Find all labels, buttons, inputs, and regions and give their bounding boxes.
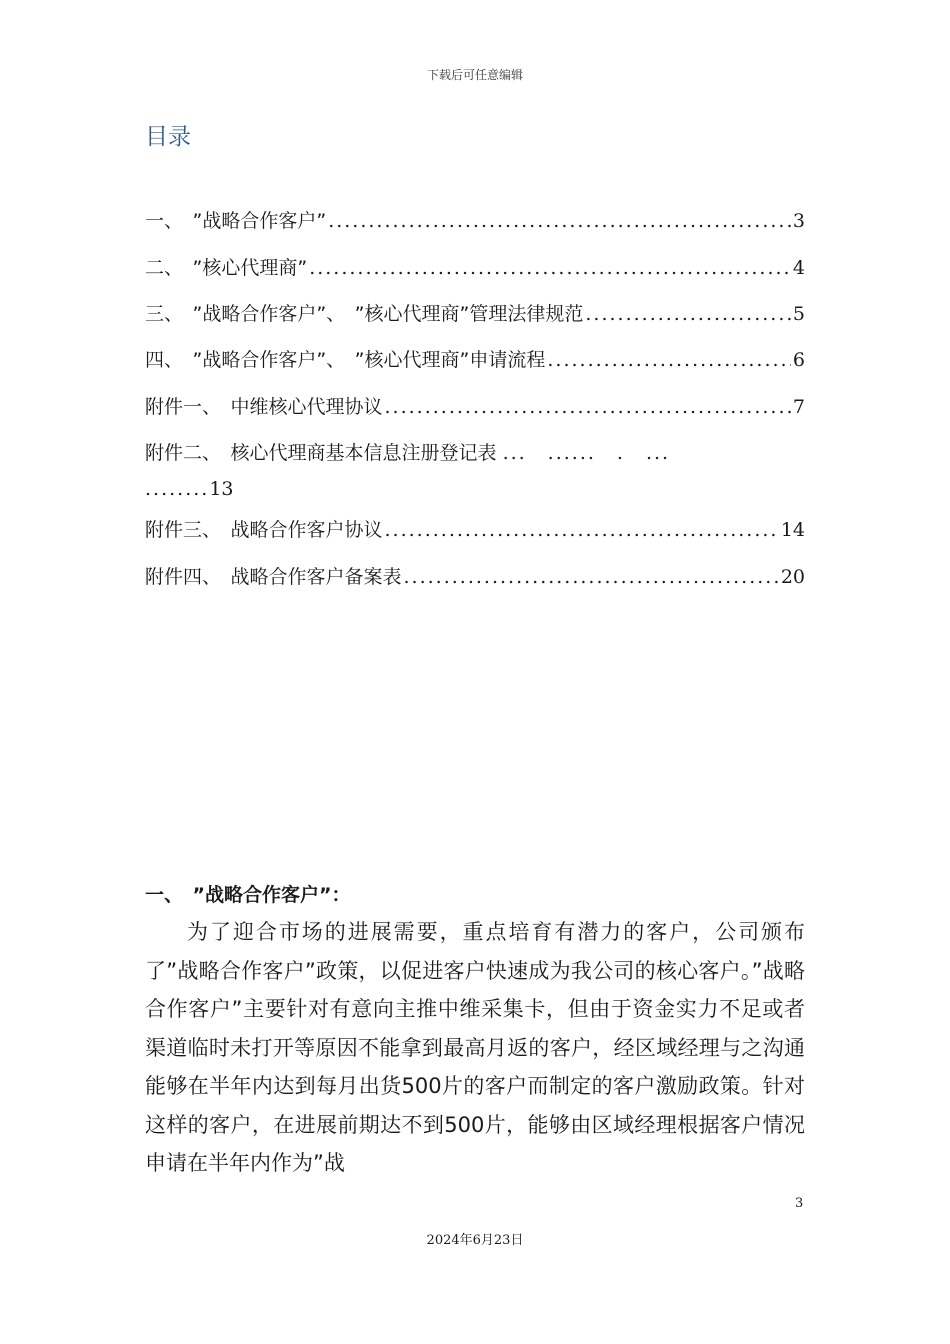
toc-entry[interactable]	[145, 392, 805, 419]
toc-entry-text: 附件二、 核心代理商基本信息注册登记表	[145, 442, 497, 464]
section-heading: 一、 ”战略合作客户”：	[145, 884, 351, 906]
toc-entry-text: 一、 ”战略合作客户”	[145, 210, 327, 232]
toc-entry[interactable]	[145, 345, 805, 372]
toc-entry-text: 附件三、 战略合作客户协议	[145, 519, 383, 541]
toc-leader-dots: ... ...... . ...	[502, 442, 671, 464]
toc-leader-dots	[309, 257, 791, 279]
toc-entry-text: 附件四、 战略合作客户备案表	[145, 566, 402, 588]
footer-date: 2024年6月23日	[426, 1233, 524, 1248]
toc-entry[interactable]	[145, 515, 805, 542]
toc-entry-page: 20	[780, 566, 805, 588]
toc-entry-text: 附件一、 中维核心代理协议	[145, 396, 383, 418]
toc-entry-page: 7	[792, 396, 805, 418]
toc-entry-page: 13	[209, 478, 234, 500]
toc-entry[interactable]	[145, 253, 805, 280]
toc-entry-wrapped-continuation[interactable]	[145, 478, 234, 500]
toc-entry-wrapped[interactable]	[145, 438, 805, 465]
page-number: 3	[795, 1196, 804, 1211]
toc-leader-dots	[385, 519, 779, 541]
toc-entry-page: 3	[792, 210, 805, 232]
toc-entry-text: 二、 ”核心代理商”	[145, 257, 308, 279]
toc-leader-dots: ........	[145, 478, 210, 500]
toc-entry[interactable]	[145, 562, 805, 589]
toc-entry-page: 4	[792, 257, 805, 279]
toc-entry-page: 6	[792, 349, 805, 371]
toc-entry[interactable]	[145, 299, 805, 326]
body-paragraph: 为了迎合市场的进展需要，重点培育有潜力的客户，公司颁布了”战略合作客户”政策，以促进客户快速成为我公司的核心客户。”战略合作客户”主要针对有意向主推中维采集卡，但由于资金实力不足或者渠道临时未打开等原因不能拿到最高月返的客户，经区域经理与之沟通能够在半年内达到每月出货500片的客户而制定的客户激励政策。针对这样的客户，在进展前期达不到500片，能够由区域经理根据客户情况申请在半年内作为”战	[145, 920, 805, 1175]
toc-leader-dots	[585, 303, 791, 325]
toc-entry-text: 四、 ”战略合作客户”、 ”核心代理商”申请流程	[145, 349, 546, 371]
toc-entry-text: 三、 ”战略合作客户”、 ”核心代理商”管理法律规范	[145, 303, 584, 325]
toc-entry[interactable]	[145, 206, 805, 233]
toc-leader-dots	[547, 349, 791, 371]
toc-title: 目录	[145, 124, 191, 150]
toc-leader-dots	[385, 396, 791, 418]
toc-leader-dots	[404, 566, 779, 588]
toc-entry-page: 14	[780, 519, 805, 541]
header-note: 下载后可任意编辑	[426, 68, 523, 82]
toc-entry-page: 5	[792, 303, 805, 325]
toc-leader-dots	[328, 210, 791, 232]
